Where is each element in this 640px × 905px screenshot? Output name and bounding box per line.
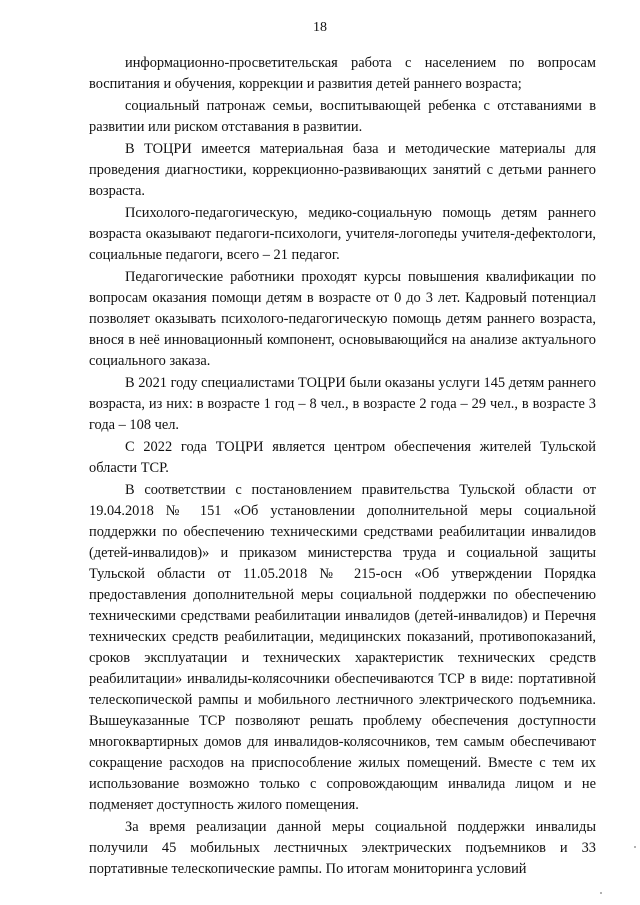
paragraph: В ТОЦРИ имеется материальная база и методические материалы для проведения диагностики, коррекционно-развивающих занятий с детьми раннего возраста.	[89, 141, 596, 199]
paragraph: В соответствии с постановлением правительства Тульской области от 19.04.2018 № 151 «Об установлении дополнительной меры социальной поддержки по обеспечению техническими средствами реабилитации инвалидов (детей-инвалидов)» и приказом министерства труда и социальной защиты Тульской области от 11.05.2018 № 215-осн «Об утверждении Порядка предоставления дополнительной меры социальной поддержки по обеспечению техническими средствами реабилитации инвалидов (детей-инвалидов) и Перечня технических средств реабилитации, медицинских показаний, противопоказаний, сроков эксплуатации и технических характеристик технических средств реабилитации» инвалиды-колясочники обеспечиваются ТСР в виде: портативной телескопической рампы и мобильного лестничного электрического подъемника. Вышеуказанные ТСР позволяют решать проблему обеспечения доступности многоквартирных домов для инвалидов-колясочников, тем самым обеспечивают сокращение расходов на приспособление жилых помещений. Вместе с тем их использование возможно только с сопровождающим инвалида лицом и не подменяет доступность жилого помещения.	[89, 482, 596, 813]
paragraph: Педагогические работники проходят курсы повышения квалификации по вопросам оказания помощи детям в возрасте от 0 до 3 лет. Кадровый потенциал позволяет оказывать психолого-педагогическую помощь детям раннего возраста, внося в неё инновационный компонент, основывающийся на анализе актуального социального заказа.	[89, 269, 596, 369]
document-body	[89, 53, 596, 881]
scan-speck	[600, 892, 602, 894]
paragraph: В 2021 году специалистами ТОЦРИ были оказаны услуги 145 детям раннего возраста, из них: в возрасте 1 год – 8 чел., в возрасте 2 года – 29 чел., в возрасте 3 года – 108 чел.	[89, 375, 596, 433]
page-number: 18	[313, 20, 327, 35]
paragraph: За время реализации данной меры социальной поддержки инвалиды получили 45 мобильных лестничных электрических подъемников и 33 портативные телескопические рампы. По итогам мониторинга условий	[89, 819, 596, 877]
scan-speck	[634, 846, 636, 848]
paragraph: С 2022 года ТОЦРИ является центром обеспечения жителей Тульской области ТСР.	[89, 439, 596, 476]
paragraph: Психолого-педагогическую, медико-социальную помощь детям раннего возраста оказывают педагоги-психологи, учителя-логопеды учителя-дефектологи, социальные педагоги, всего – 21 педагог.	[89, 205, 596, 263]
paragraph: информационно-просветительская работа с населением по вопросам воспитания и обучения, коррекции и развития детей раннего возраста;	[89, 55, 596, 92]
paragraph: социальный патронаж семьи, воспитывающей ребенка с отставаниями в развитии или риском отставания в развитии.	[89, 98, 596, 135]
